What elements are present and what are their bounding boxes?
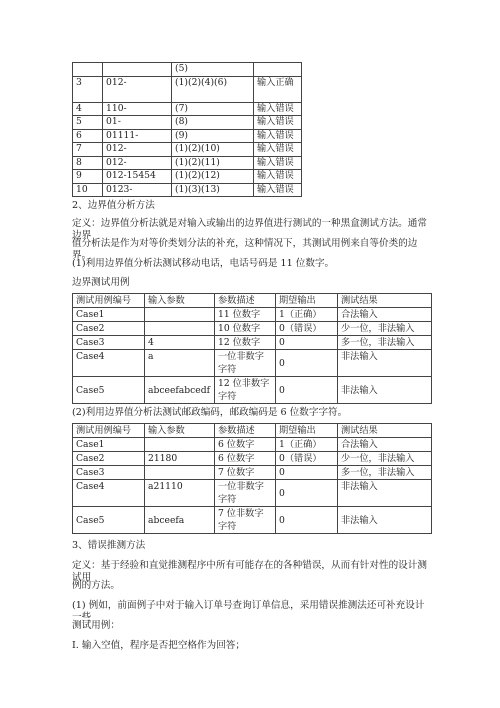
table-cell: Case2 bbox=[73, 452, 145, 466]
table-cell: 少一位，非法输入 bbox=[338, 452, 432, 466]
table-cell: 输入错误 bbox=[254, 129, 302, 143]
table-row bbox=[73, 116, 302, 130]
list-item: I. 输入空值，程序是否把空格作为回答； bbox=[72, 640, 245, 651]
table-cell: 非法输入 bbox=[338, 377, 432, 404]
table-cell: Case1 bbox=[73, 438, 145, 452]
column-header: 测试结果 bbox=[338, 294, 432, 308]
table-cell: 012- bbox=[103, 76, 172, 102]
column-header: 测试用例编号 bbox=[73, 424, 145, 438]
table-cell: 3 bbox=[73, 76, 103, 102]
table-cell: 5 bbox=[73, 116, 103, 130]
table-cell bbox=[145, 308, 215, 322]
table-row bbox=[73, 63, 302, 77]
table-header-row bbox=[73, 294, 432, 308]
table-row bbox=[73, 308, 432, 322]
table-cell: 12 位数字 bbox=[215, 336, 276, 350]
table-cell: 输入错误 bbox=[254, 170, 302, 184]
table-cell: Case4 bbox=[73, 350, 145, 377]
table-cell: 一位非数字字符 bbox=[215, 480, 276, 507]
table-cell bbox=[73, 63, 103, 77]
section-heading-error-guessing: 3、错误推测方法 bbox=[72, 540, 146, 551]
table-cell: 输入错误 bbox=[254, 116, 302, 130]
column-header: 参数描述 bbox=[215, 424, 276, 438]
table-cell: abceefabcedf bbox=[145, 377, 215, 404]
table-cell: 输入错误 bbox=[254, 102, 302, 116]
table-cell: 4 bbox=[145, 336, 215, 350]
definition-line: 例的方法。 bbox=[72, 580, 120, 591]
table-cell: 11 位数字 bbox=[215, 308, 276, 322]
equivalence-test-body bbox=[73, 63, 302, 197]
column-header: 输入参数 bbox=[145, 294, 215, 308]
table-cell: Case5 bbox=[73, 377, 145, 404]
example-intro: (2)利用边界值分析法测试邮政编码，邮政编码是 6 位数字字符。 bbox=[72, 407, 348, 418]
column-header: 期望输出 bbox=[276, 424, 338, 438]
table-cell: 4 bbox=[73, 102, 103, 116]
table-cell: 0 bbox=[276, 336, 338, 350]
table-cell: 110- bbox=[103, 102, 172, 116]
table-row bbox=[73, 438, 432, 452]
table-row bbox=[73, 452, 432, 466]
table-cell: 输入正确 bbox=[254, 76, 302, 102]
table-cell: 输入错误 bbox=[254, 156, 302, 170]
table-cell: (1)(2)(4)(6) bbox=[172, 76, 254, 102]
table-row bbox=[73, 322, 432, 336]
table-cell: Case4 bbox=[73, 480, 145, 507]
table-header bbox=[73, 424, 432, 438]
postcode-test-body bbox=[73, 438, 432, 534]
table-cell bbox=[145, 466, 215, 480]
column-header: 期望输出 bbox=[276, 294, 338, 308]
table-cell: (1)(2)(11) bbox=[172, 156, 254, 170]
table-cell: (1)(2)(12) bbox=[172, 170, 254, 184]
table-cell: Case2 bbox=[73, 322, 145, 336]
table-cell: 01111- bbox=[103, 129, 172, 143]
table-cell: (1)(3)(13) bbox=[172, 183, 254, 197]
table-row bbox=[73, 102, 302, 116]
table-cell bbox=[103, 63, 172, 77]
table-header-row bbox=[73, 424, 432, 438]
table-cell: 10 位数字 bbox=[215, 322, 276, 336]
table-cell bbox=[145, 322, 215, 336]
table-header bbox=[73, 294, 432, 308]
definition-line: 值分析法是作为对等价类划分法的补充，这种情况下，其测试用例来自等价类的边界。 bbox=[72, 238, 418, 261]
table-cell bbox=[254, 63, 302, 77]
column-header: 参数描述 bbox=[215, 294, 276, 308]
table-cell: a bbox=[145, 350, 215, 377]
table-cell: (8) bbox=[172, 116, 254, 130]
example-intro: 测试用例： bbox=[72, 620, 120, 631]
table-row bbox=[73, 156, 302, 170]
table-row bbox=[73, 143, 302, 157]
table-row bbox=[73, 507, 432, 534]
table-cell: 9 bbox=[73, 170, 103, 184]
table-cell: Case3 bbox=[73, 336, 145, 350]
table-row bbox=[73, 377, 432, 404]
table-cell: 012-15454 bbox=[103, 170, 172, 184]
table-cell: 6 bbox=[73, 129, 103, 143]
table-cell: 01- bbox=[103, 116, 172, 130]
table-cell: 合法输入 bbox=[338, 308, 432, 322]
table-cell: 8 bbox=[73, 156, 103, 170]
table-cell: (5) bbox=[172, 63, 254, 77]
table-cell: 012- bbox=[103, 143, 172, 157]
example-intro: (1) 例如，前面例子中对于输入订单号查询订单信息，采用错误推测法还可补充设计一些 bbox=[72, 600, 425, 623]
table-cell: 多一位，非法输入 bbox=[338, 466, 432, 480]
table-row bbox=[73, 170, 302, 184]
table-cell: 非法输入 bbox=[338, 350, 432, 377]
boundary-test-table-postcode bbox=[72, 423, 432, 534]
equivalence-test-table bbox=[72, 62, 302, 197]
table-cell: 6 位数字 bbox=[215, 438, 276, 452]
boundary-test-table-phone bbox=[72, 293, 432, 404]
table-cell: (9) bbox=[172, 129, 254, 143]
table-cell: 0 bbox=[276, 480, 338, 507]
table-cell: 输入错误 bbox=[254, 183, 302, 197]
table-cell: 7 位非数字字符 bbox=[215, 507, 276, 534]
table-cell: 1（正确） bbox=[276, 308, 338, 322]
table-row bbox=[73, 183, 302, 197]
definition-line: 定义：基于经验和直觉推测程序中所有可能存在的各种错误，从而有针对性的设计测试用 bbox=[72, 560, 427, 583]
column-header: 输入参数 bbox=[145, 424, 215, 438]
table-cell: 合法输入 bbox=[338, 438, 432, 452]
table-cell: 1（正确） bbox=[276, 438, 338, 452]
table-row bbox=[73, 350, 432, 377]
table-cell: Case3 bbox=[73, 466, 145, 480]
table-cell: Case5 bbox=[73, 507, 145, 534]
table-row bbox=[73, 480, 432, 507]
section-heading-boundary: 2、边界值分析方法 bbox=[72, 200, 155, 211]
table-cell: 0 bbox=[276, 466, 338, 480]
table-cell: 21180 bbox=[145, 452, 215, 466]
table-cell: 一位非数字字符 bbox=[215, 350, 276, 377]
table-row bbox=[73, 336, 432, 350]
table-caption: 边界测试用例 bbox=[72, 277, 130, 288]
table-cell: abceefa bbox=[145, 507, 215, 534]
table-row bbox=[73, 129, 302, 143]
table-cell: 0 bbox=[276, 350, 338, 377]
table-cell: 7 位数字 bbox=[215, 466, 276, 480]
column-header: 测试用例编号 bbox=[73, 294, 145, 308]
table-cell: 0123- bbox=[103, 183, 172, 197]
boundary-test-body bbox=[73, 308, 432, 404]
table-cell: 0 bbox=[276, 507, 338, 534]
table-cell: 6 位数字 bbox=[215, 452, 276, 466]
table-cell: 输入错误 bbox=[254, 143, 302, 157]
table-cell: 7 bbox=[73, 143, 103, 157]
table-cell: 0（错误） bbox=[276, 452, 338, 466]
table-cell: 多一位，非法输入 bbox=[338, 336, 432, 350]
table-cell: 012- bbox=[103, 156, 172, 170]
table-cell: 非法输入 bbox=[338, 480, 432, 507]
table-cell: (1)(2)(10) bbox=[172, 143, 254, 157]
example-intro: (1)利用边界值分析法测试移动电话，电话号码是 11 位数字。 bbox=[72, 258, 335, 269]
table-cell: 非法输入 bbox=[338, 507, 432, 534]
table-cell: 0 bbox=[276, 377, 338, 404]
column-header: 测试结果 bbox=[338, 424, 432, 438]
table-row bbox=[73, 466, 432, 480]
table-cell: Case1 bbox=[73, 308, 145, 322]
table-cell: 0（错误） bbox=[276, 322, 338, 336]
table-cell: a21110 bbox=[145, 480, 215, 507]
definition-line: 定义：边界值分析法就是对输入或输出的边界值进行测试的一种黑盒测试方法。通常边界 bbox=[72, 218, 427, 241]
table-cell bbox=[145, 438, 215, 452]
table-cell: 少一位，非法输入 bbox=[338, 322, 432, 336]
table-row bbox=[73, 76, 302, 102]
table-cell: 10 bbox=[73, 183, 103, 197]
table-cell: 12 位非数字字符 bbox=[215, 377, 276, 404]
table-cell: (7) bbox=[172, 102, 254, 116]
